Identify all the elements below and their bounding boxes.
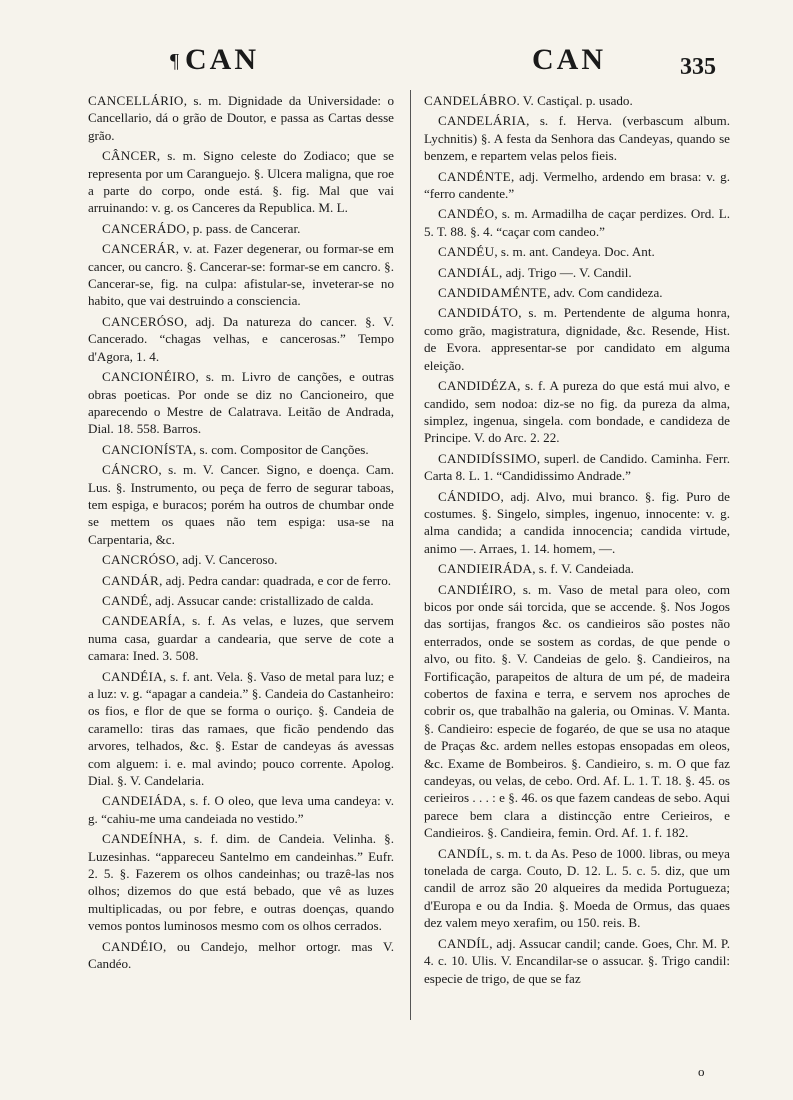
entry-definition: , s. m. Dignidade da Universidade: o Cancellario, dá o grão de Doutor, e passa as Cartas desse grão. [88, 93, 394, 143]
dictionary-entry [424, 112, 730, 164]
dictionary-entry [88, 938, 394, 973]
entry-definition: , s. m. Vaso de metal para oleo, com bicos por onde sái torcida, que se accende. §. Nos Jogos das sortijas, frangos &c. os candieiros são postes não enterrados, onde se sostem as cordas, de que pende o alvo, ou fito. §. V. Candeias de gelo. §. Candieiros, na Fortificação, parapeitos de altura de um pé, de madeira cobertos de faxina e terra, e servem nos aproches de cobrir os, que trabalhão na galeria, ou Ominas. V. Manta. §. Candieiro: especie de fogaréo, de que se usa no ataque de Praças &c. ardem nelles estopas ensopadas em oleos, &c. Exame de Bombeiros. §. Candieiro, s. m. O que faz candeyas, ou velas, de cebo. Ord. Af. L. 1. T. 18. §. 45. os cerieiros . . . : e §. 46. os que fazem candeas de sebo. Aqui parece bem clara a distincção entre Cerieiros, e Candieiros. §. Candieira, femin. Ord. Af. 1. f. 182. [424, 581, 730, 841]
entry-definition: , s. m. Livro de canções, e outras obras poeticas. Por onde se diz no Cancioneiro, que aparecendo o Mestre de Calatrava. Leitão de Andrada, Dial. 18. 558. Barros. [88, 369, 394, 437]
dictionary-entry [424, 264, 730, 281]
dictionary-entry [88, 572, 394, 589]
entry-definition: , s. m. Armadilha de caçar perdizes. Ord. L. 5. T. 88. §. 4. “caçar com candeo.” [424, 206, 730, 239]
entry-headword: CANDIDÁTO [438, 305, 519, 321]
entry-definition: , adv. Com candideza. [547, 285, 663, 301]
dictionary-entry [88, 92, 394, 144]
entry-definition: , adj. Vermelho, ardendo em brasa: v. g. “ferro candente.” [424, 168, 730, 202]
running-head-left: CAN [185, 43, 259, 76]
entry-definition: , adj. Assucar candil; cande. Goes, Chr. M. P. 4. c. 10. Ulis. V. Encandilar-se o assucar. §. Trigo candil: especie de trigo, de que se faz [424, 935, 730, 986]
dictionary-entry [88, 612, 394, 664]
entry-definition: , s. m. ant. Candeya. Doc. Ant. [494, 244, 655, 260]
entry-headword: CÁNCRO [102, 462, 159, 478]
running-head-right: CAN [532, 43, 606, 76]
entry-definition: . V. Castiçal. p. usado. [516, 93, 633, 108]
dictionary-entry [88, 792, 394, 827]
entry-headword: CANDIDAMÉNTE [438, 285, 548, 301]
dictionary-entry [88, 551, 394, 568]
dictionary-entry [424, 935, 730, 987]
entry-definition: , s. f. dim. de Candeia. Velinha. §. Luzesinhas. “appareceu Santelmo em candeinhas.” Eufr. 2. 5. §. Fazerem os olhos candeinhas; ou trazê-las nos olhos; dizemos do que está bebado, que vê as luzes multiplicadas, ou por febre, e outras doenças, quando vemos pontos luminosos mesmo com os olhos cerrados. [88, 831, 394, 934]
dictionary-entry [88, 441, 394, 458]
entry-headword: CANDEÍNHA [102, 831, 183, 847]
entry-definition: , s. m. Pertendente de alguma honra, como grão, magistratura, dignidade, &c. Resende, Hist. de Evora. appresentar-se por candidato em alguma eleição. [424, 305, 730, 373]
entry-headword: CANCERÁDO [102, 220, 187, 236]
entry-headword: CANDELÁBRO [424, 93, 517, 108]
entry-definition: , adj. V. Canceroso. [175, 552, 278, 568]
dictionary-entry [88, 830, 394, 934]
dictionary-entry [88, 368, 394, 438]
page-number: 335 [680, 54, 716, 80]
dictionary-entry [424, 205, 730, 240]
column-divider [410, 90, 411, 1020]
dictionary-entry [88, 147, 394, 217]
dictionary-entry [88, 461, 394, 548]
entry-definition: , s. f. O oleo, que leva uma candeya: v. g. “cahiu-me uma candeiada no vestido.” [88, 793, 394, 826]
entry-headword: CANDÉ [102, 592, 149, 608]
dictionary-entry [424, 581, 730, 842]
dictionary-entry [424, 168, 730, 203]
dictionary-entry [424, 304, 730, 374]
entry-definition: , ou Candejo, melhor ortogr. mas V. Candéo. [88, 938, 394, 972]
entry-headword: CANDÍL [438, 845, 490, 861]
catchword: o [698, 1064, 705, 1079]
entry-definition: , s. m. t. da As. Peso de 1000. libras, ou meya tonelada de carga. Couto, D. 12. L. 5. c. 5. diz, que um candil de arroz são 20 alqueires da medida Portugueza; d'Europa e ou da India. §. Moeda de Ormus, das quaes dez valem meyo xerafim, ou 150. reis. B. [424, 845, 730, 931]
left-column [88, 92, 394, 976]
entry-headword: CANDIÁL [438, 264, 500, 280]
dictionary-entry [88, 220, 394, 237]
dictionary-entry [424, 243, 730, 260]
entry-headword: CÂNCER [102, 148, 157, 164]
dictionary-entry [88, 592, 394, 609]
entry-headword: CANCRÓSO [102, 552, 176, 568]
dictionary-entry [424, 488, 730, 558]
dictionary-entry [424, 377, 730, 447]
entry-definition: , adj. Da natureza do cancer. §. V. Cancerado. “chagas velhas, e cancerosas.” Tempo d'Agora, 1. 4. [88, 313, 394, 364]
entry-headword: CANDÉIA [102, 668, 164, 684]
entry-definition: , s. m. V. Cancer. Signo, e doença. Cam. Lus. §. Instrumento, ou peça de ferro de segurar taboas, tem espiga, e buracos; porém ha outros de chumbar onde se mettem os quaes não tem espiga: usa-se na Carpentaria, &c. [88, 462, 394, 547]
entry-headword: CANDIDÉZA [438, 378, 518, 394]
header-ornament: ¶ [170, 50, 180, 72]
entry-definition: , s. f. As velas, e luzes, que servem numa casa, guardar a candearia, que serve de cote a camara: Ined. 3. 508. [88, 613, 394, 664]
entry-definition: , superl. de Candido. Caminha. Ferr. Carta 8. L. 1. “Candidissimo Andrade.” [424, 450, 730, 484]
entry-definition: , s. f. V. Candeiada. [532, 561, 634, 577]
entry-headword: CANDÉU [438, 244, 495, 260]
entry-definition: , p. pass. de Cancerar. [186, 220, 301, 236]
entry-headword: CANDÁR [102, 572, 160, 588]
entry-headword: CANDÉIO [102, 938, 164, 954]
entry-definition: , adj. Alvo, mui branco. §. fig. Puro de costumes. §. Singelo, simples, ingenuo, innocente: v. g. alma candida; a candida innocencia; candida virtude, animo —. Arraes, 1. 14. homem, —. [424, 488, 730, 556]
entry-definition: , s. f. ant. Vela. §. Vaso de metal para luz; e a luz: v. g. “apagar a candeia.” §. Candeia do Castanheiro: os fios, e flor de que se forma o ouriço. §. Candeia de caramello: tiras das ramaes, que ficão pendendo das arvores, telhados, &c. §. Estar de candeyas ás avessas com alguem: i. e. mal avindo; pouco corrente. Apolog. Dial. §. V. Candelaria. [88, 668, 394, 789]
dictionary-entry [88, 240, 394, 310]
entry-headword: CANDEARÍA [102, 613, 182, 629]
dictionary-entry [424, 845, 730, 932]
dictionary-entry [424, 450, 730, 485]
entry-definition: , adj. Pedra candar: quadrada, e cor de ferro. [159, 572, 392, 588]
entry-headword: CANDIÉIRO [438, 581, 513, 597]
entry-headword: CANDIDÍSSIMO [438, 450, 537, 466]
dictionary-entry [88, 668, 394, 790]
entry-headword: CANCIONÍSTA [102, 441, 193, 457]
entry-headword: CANDELÁRIA [438, 113, 527, 129]
entry-headword: CANCERÓSO [102, 313, 185, 329]
entry-definition: , s. f. Herva. (verbascum album. Lychnitis) §. A festa da Senhora das Candeyas, quando se benzem, e repartem velas pelos fieis. [424, 113, 730, 164]
entry-definition: , s. m. Signo celeste do Zodiaco; que se representa por um Caranguejo. §. Ulcera maligna, que roe a parte do corpo, onde está. §. fig. Mal que vai arruinando: v. g. os Canceres da Republica. M. L. [88, 148, 394, 216]
entry-headword: CANCIONÉIRO [102, 369, 196, 385]
entry-headword: CANCERÁR [102, 241, 176, 257]
dictionary-entry [424, 284, 730, 301]
entry-headword: CANDÉNTE [438, 168, 511, 184]
entry-headword: CANDEIÁDA [102, 793, 183, 809]
entry-definition: , s. f. A pureza do que está mui alvo, e candido, sem nodoa: diz-se no fig. da pureza da alma, simplez, ingenua, singela. com bondade, e candideza de Principe. V. do Arc. 2. 22. [424, 378, 730, 446]
dictionary-entry [88, 313, 394, 365]
entry-headword: CANDÉO [438, 206, 495, 222]
entry-definition: , v. at. Fazer degenerar, ou formar-se em cancer, ou cancro. §. Cancerar-se: formar-se em cancro. §. Cancerar-se, fig. na culpa: afistular-se, inveterar-se no habito, que vai destruindo a consciencia. [88, 241, 394, 309]
entry-headword: CANDÍL [438, 935, 490, 951]
right-column [424, 92, 730, 990]
entry-definition: , adj. Assucar cande: cristallizado de calda. [148, 592, 374, 608]
entry-headword: CÁNDIDO [438, 488, 501, 504]
entry-headword: CANCELLÁRIO [88, 93, 184, 108]
entry-headword: CANDIEIRÁDA [438, 561, 533, 577]
entry-definition: , s. com. Compositor de Canções. [193, 441, 369, 457]
dictionary-entry [424, 560, 730, 577]
dictionary-entry [424, 92, 730, 109]
entry-definition: , adj. Trigo —. V. Candil. [499, 264, 632, 280]
